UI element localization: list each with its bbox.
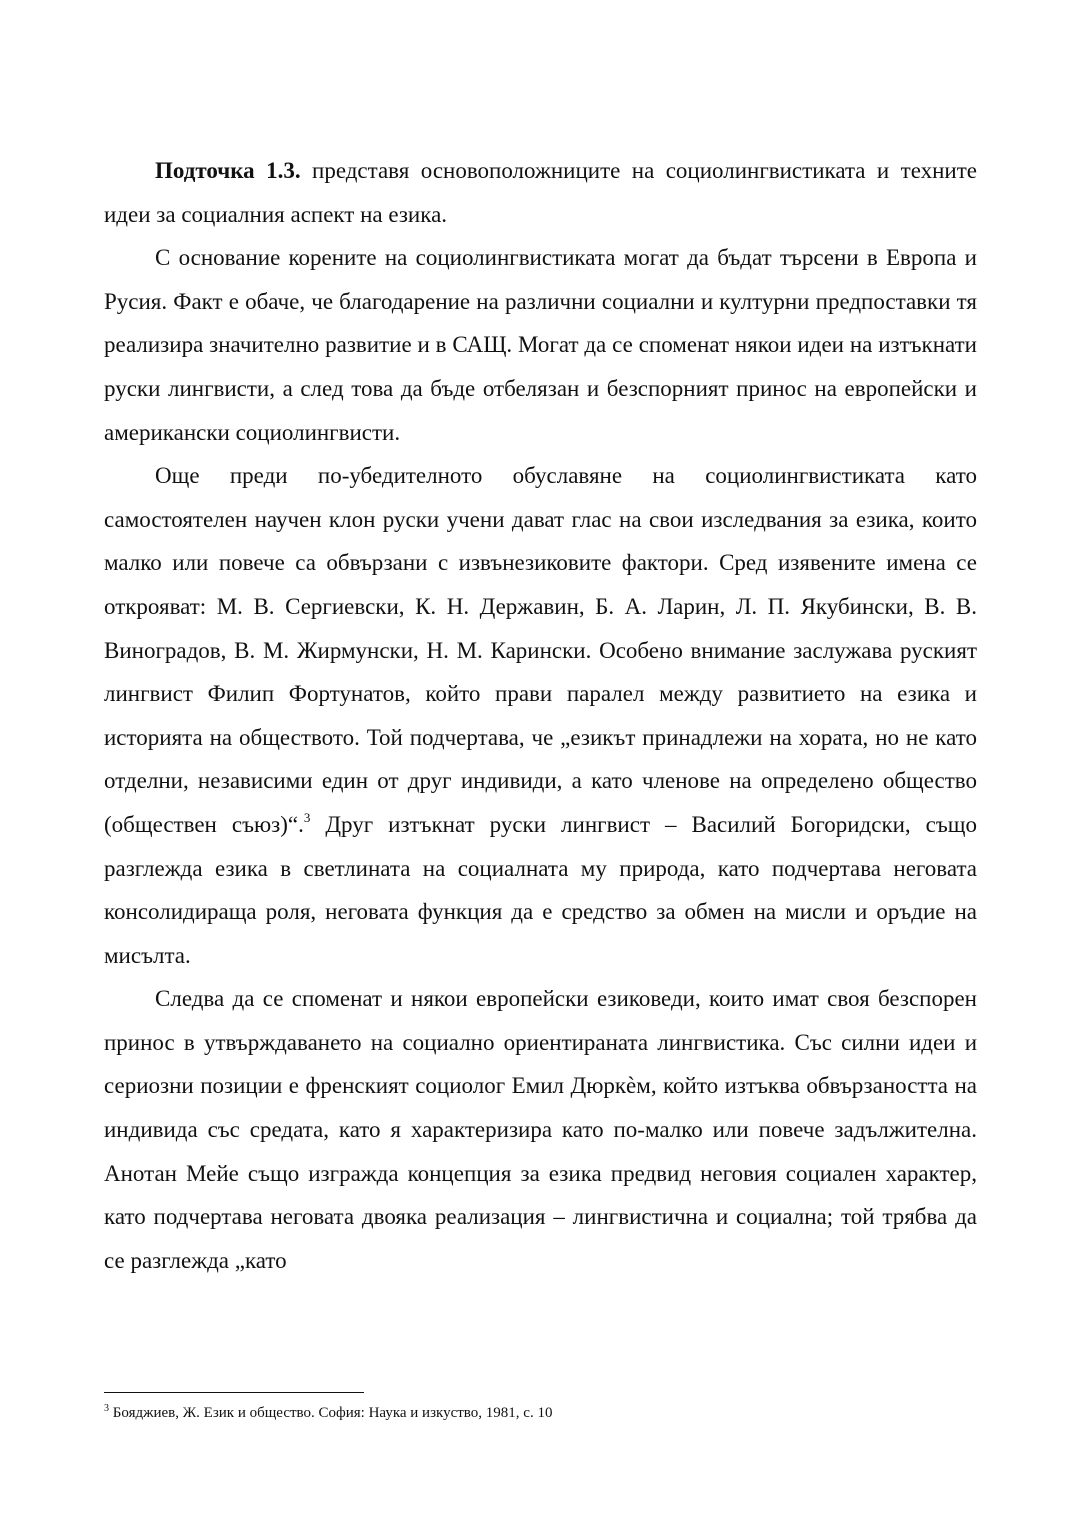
subsection-heading: Подточка 1.3. xyxy=(155,158,301,183)
paragraph-4 xyxy=(104,977,977,1282)
paragraph-text: Следва да се споменат и някои европейски езиковеди, които имат своя безспорен принос в утвърждаването на социално ориентираната лингвистика. Със силни идеи и сериозни позиции е френският социолог Емил Дюркѐм, който изтъква обвързаността на индивида със средата, като я характеризира като по-малко или повече задължителна. Анотан Мейе също изгражда концепция за езика предвид неговия социален характер, като подчертава неговата двояка реализация – лингвистична и социална; той трябва да се разглежда „като xyxy=(104,986,977,1273)
body-text xyxy=(104,149,977,1282)
footnote-separator xyxy=(104,1392,364,1393)
paragraph-text: Още преди по-убедителното обуславяне на социолингвистиката като самостоятелен научен клон руски учени дават глас на свои изследвания за езика, които малко или повече са обвързани с извънезиковите фактори. Сред изявените имена се открояват: М. В. Сергиевски, К. Н. Державин, Б. А. Ларин, Л. П. Якубински, В. В. Виноградов, В. М. Жирмунски, Н. М. Карински. Особено внимание заслужава руският лингвист Филип Фортунатов, който прави паралел между развитието на езика и историята на обществото. Той подчертава, че „езикът принадлежи на хората, но не като отделни, независими един от друг индивиди, а като членове на определено общество (обществен съюз)“. xyxy=(104,463,977,837)
paragraph-text-continued: Друг изтъкнат руски лингвист – Василий Богоридски, също разглежда езика в светлината на социалната му природа, като подчертава неговата консолидираща роля, неговата функция да е средство за обмен на мисли и оръдие на мисълта. xyxy=(104,811,977,968)
footnote-text: Бояджиев, Ж. Език и общество. София: Наука и изкуство, 1981, с. 10 xyxy=(109,1405,553,1421)
paragraph-1 xyxy=(104,149,977,236)
paragraph-text: представя основоположниците на социолингвистиката и техните идеи за социалния аспект на езика. xyxy=(104,158,977,227)
footnote xyxy=(104,1403,977,1423)
paragraph-3 xyxy=(104,454,977,977)
footnote-number: 3 xyxy=(104,1403,109,1414)
footnote-reference: 3 xyxy=(303,809,311,825)
paragraph-text: С основание корените на социолингвистиката могат да бъдат търсени в Европа и Русия. Факт е обаче, че благодарение на различни социални и културни предпоставки тя реализира значително развитие и в САЩ. Могат да се споменат някои идеи на изтъкнати руски лингвисти, а след това да бъде отбелязан и безспорният принос на европейски и американски социолингвисти. xyxy=(104,245,977,445)
paragraph-2 xyxy=(104,236,977,454)
